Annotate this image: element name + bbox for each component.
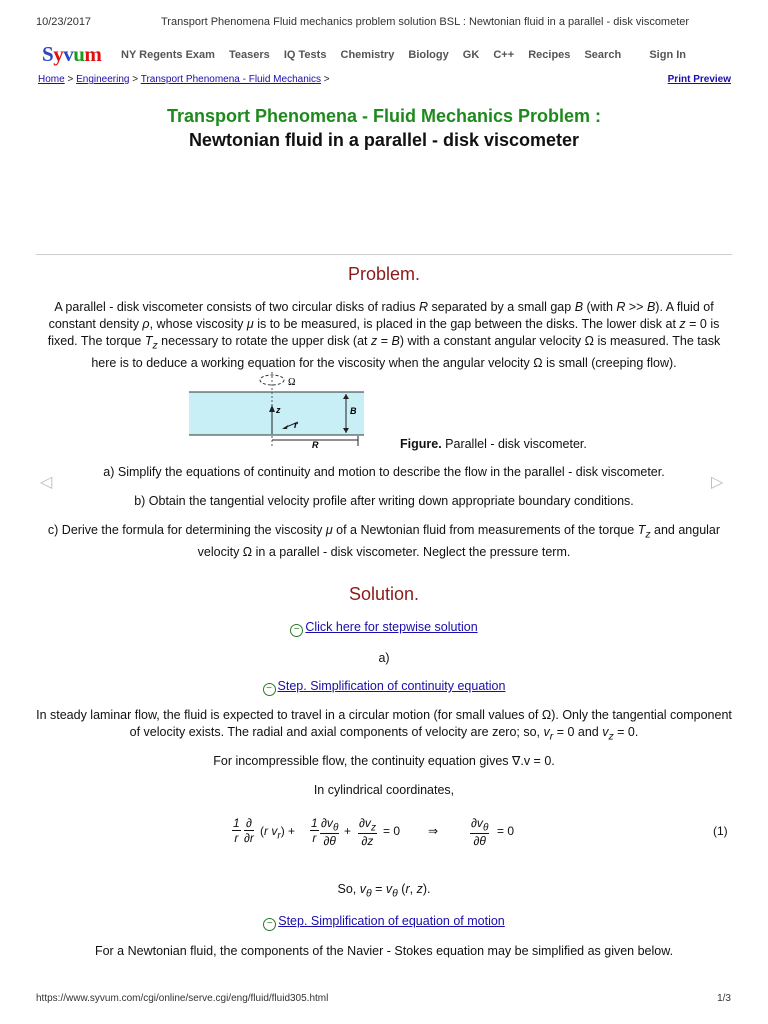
z-label: z xyxy=(276,405,281,415)
problem-heading: Problem. xyxy=(347,264,421,284)
viscometer-figure xyxy=(186,370,376,452)
step-continuity-row xyxy=(0,679,768,696)
collapse-icon[interactable]: − xyxy=(263,918,276,931)
b-label: B xyxy=(350,406,357,416)
page-title: Transport Phenomena - Fluid Mechanics Problem : xyxy=(166,106,602,126)
next-arrow-icon[interactable]: ▷ xyxy=(711,474,724,491)
divider xyxy=(36,254,732,255)
prev-arrow-icon[interactable]: ◁ xyxy=(40,474,53,491)
print-preview-link[interactable]: Print Preview xyxy=(667,74,731,85)
solution-heading: Solution. xyxy=(348,584,420,604)
page-count: 1/3 xyxy=(717,993,731,1004)
nav-link-search[interactable]: Search xyxy=(584,49,622,61)
problem-part-b: b) Obtain the tangential velocity profile after writing down appropriate boundary conditions. xyxy=(134,494,634,508)
print-page-title: Transport Phenomena Fluid mechanics problem solution BSL : Newtonian fluid in a parallel - disk viscometer xyxy=(161,16,690,28)
nav-link-teasers[interactable]: Teasers xyxy=(229,49,270,61)
problem-part-c: c) Derive the formula for determining the viscosity μ of a Newtonian fluid from measurements of the torque $T_z$ and angular velocity Ω in a parallel - disk viscometer. Neglect the pressure term. xyxy=(47,523,721,559)
collapse-icon[interactable]: − xyxy=(290,624,303,637)
breadcrumb-home[interactable]: Home xyxy=(38,74,65,85)
continuity-equation: $\frac{1}{r}$ ∂ ∂r (r $v_r$) + $\frac{1}{r}$ $\frac{\partial v_\theta}{\partial\theta}$ + $\frac{\partial v_z}{\partial z}$ = 0 ⇒ $\frac{\partial v_\theta}{\partial\theta}$ = 0 (1) xyxy=(233,816,728,849)
big-r-label: R xyxy=(312,440,319,450)
breadcrumb-engineering[interactable]: Engineering xyxy=(76,74,130,85)
step-continuity-link[interactable]: Step. Simplification of continuity equation xyxy=(277,679,506,693)
equation-number: (1) xyxy=(713,824,728,838)
problem-intro: A parallel - disk viscometer consists of two circular disks of radius R separated by a small gap B (with R >> B). A fluid of constant density ρ, whose viscosity μ is to be measured, is placed in the gap between the disks. The lower disk at z = 0 is fixed. The torque $T_z$ necessary to rotate the upper disk (at z = B) with a constant angular velocity Ω is measured. The task here is to deduce a working equation for the viscosity when the angular velocity Ω is small (creeping flow). xyxy=(47,300,721,370)
print-date: 10/23/2017 xyxy=(36,16,92,28)
top-nav xyxy=(38,42,732,66)
solution-part-a-label: a) xyxy=(378,651,390,665)
problem-part-a: a) Simplify the equations of continuity and motion to describe the flow in the parallel - disk viscometer. xyxy=(103,465,665,479)
nav-link-chemistry[interactable]: Chemistry xyxy=(340,49,395,61)
figure-caption: Figure. Parallel - disk viscometer. xyxy=(400,437,587,451)
collapse-icon[interactable]: − xyxy=(263,683,276,696)
page-subtitle: Newtonian fluid in a parallel - disk viscometer xyxy=(188,130,580,150)
page-url: https://www.syvum.com/cgi/online/serve.cgi/eng/fluid/fluid305.html xyxy=(36,993,329,1004)
solution-text-5: For a Newtonian fluid, the components of the Navier - Stokes equation may be simplified as given below. xyxy=(94,944,674,958)
omega-label: Ω xyxy=(288,377,296,388)
nav-link-regents[interactable]: NY Regents Exam xyxy=(121,49,215,61)
solution-text-2: For incompressible flow, the continuity equation gives ∇.v = 0. xyxy=(213,754,555,768)
solution-text-3: In cylindrical coordinates, xyxy=(313,783,455,797)
breadcrumb xyxy=(38,74,330,85)
nav-link-biology[interactable]: Biology xyxy=(408,49,449,61)
nav-link-iq-tests[interactable]: IQ Tests xyxy=(283,49,327,61)
nav-link-cpp[interactable]: C++ xyxy=(493,49,515,61)
step-motion-link[interactable]: Step. Simplification of equation of motion xyxy=(278,914,505,928)
stepwise-solution-row xyxy=(0,620,768,637)
nav-link-recipes[interactable]: Recipes xyxy=(528,49,571,61)
breadcrumb-separator: > xyxy=(323,74,330,85)
sign-in-link[interactable]: Sign In xyxy=(649,49,686,61)
syvum-logo[interactable]: Syvum xyxy=(42,42,102,66)
solution-text-1: In steady laminar flow, the fluid is expected to travel in a circular motion (for small values of Ω). Only the tangential component of velocity exists. The radial and axial components of velocity are zero; so, $v_r = 0$ and $v_z = 0$. xyxy=(36,708,732,743)
step-motion-row xyxy=(0,914,768,931)
nav-links xyxy=(121,49,632,61)
breadcrumb-separator: > xyxy=(67,74,74,85)
r-label: r xyxy=(294,420,298,430)
stepwise-solution-link[interactable]: Click here for stepwise solution xyxy=(305,620,478,634)
breadcrumb-fluid-mechanics[interactable]: Transport Phenomena - Fluid Mechanics xyxy=(140,74,321,85)
nav-link-gk[interactable]: GK xyxy=(462,49,480,61)
breadcrumb-separator: > xyxy=(132,74,139,85)
solution-text-4: So, $v_\theta = v_\theta$ (r, z). xyxy=(337,882,431,900)
